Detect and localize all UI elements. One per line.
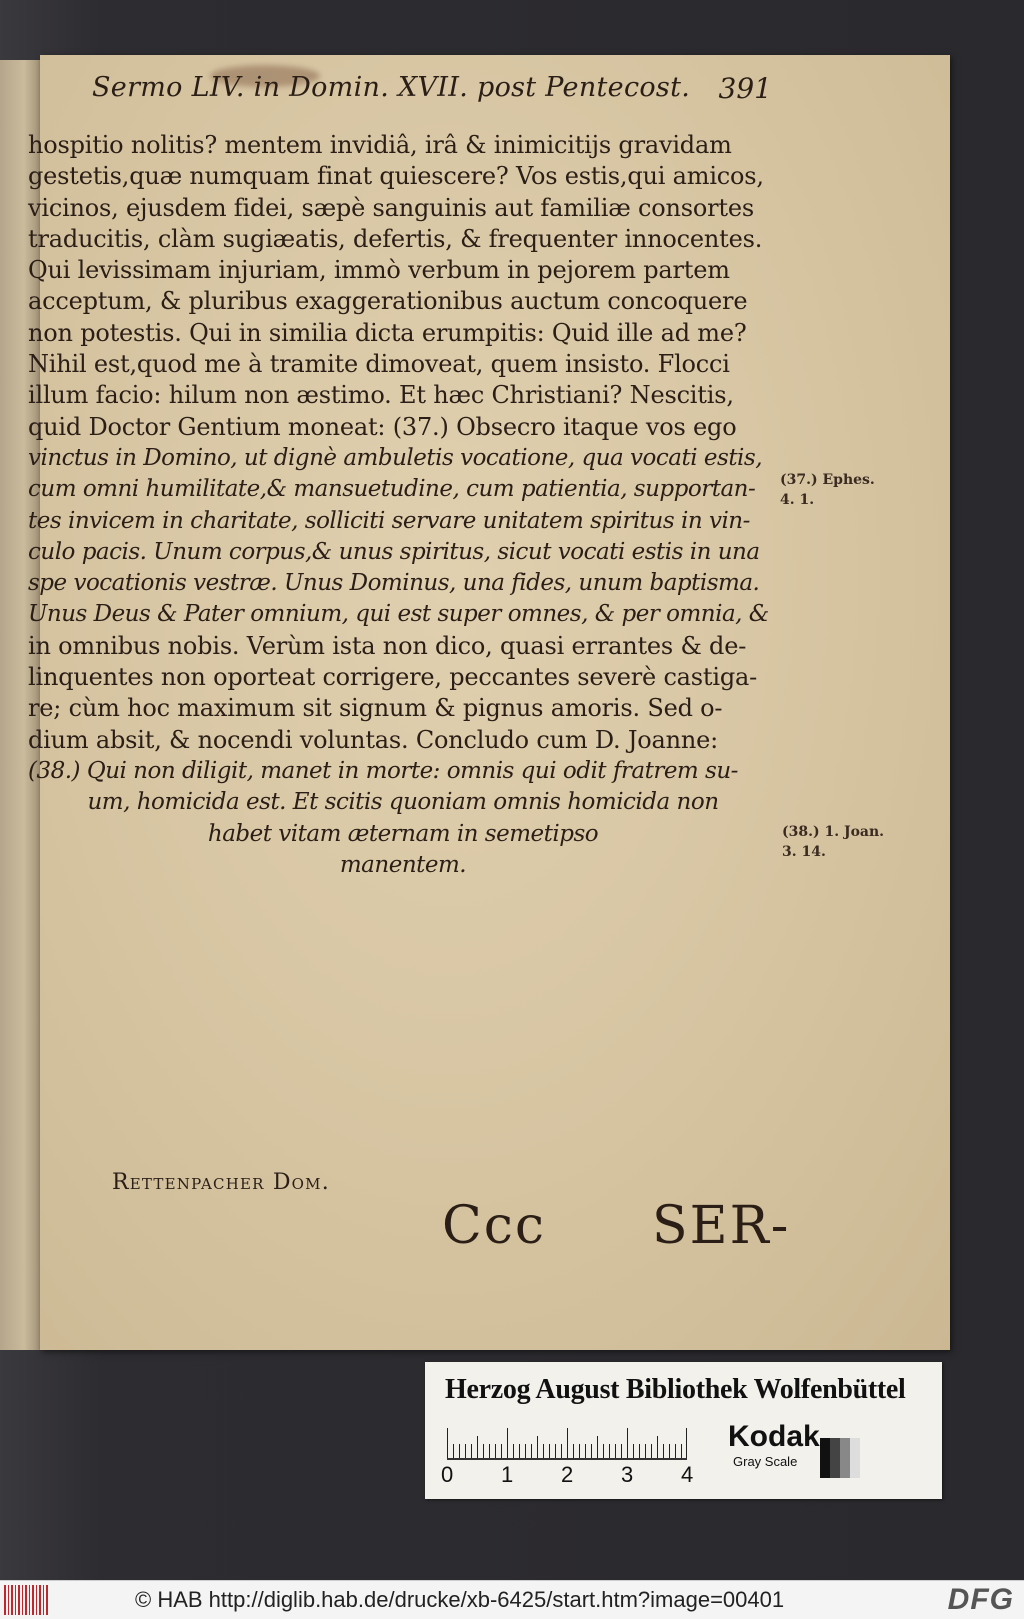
- text-line: re; cùm hoc maximum sit signum & pignus amoris. Sed o-: [28, 694, 723, 723]
- text-line: um, homicida est. Et scitis quoniam omnis homicida non: [87, 789, 719, 816]
- viewer-footer: [0, 1580, 1024, 1619]
- text-line: vicinos, ejusdem fidei, sæpè sanguinis aut familiæ consortes: [28, 193, 754, 222]
- text-line: illum facio: hilum non æstimo. Et hæc Christiani? Nescitis,: [28, 381, 734, 410]
- text-line: hospitio nolitis? mentem invidiâ, irâ & inimicitijs gravidam: [28, 131, 732, 159]
- text-line: cum omni humilitate,& mansuetudine, cum patientia, supportan-: [28, 476, 756, 503]
- text-line: in omnibus nobis. Verùm ista non dico, quasi errantes & de-: [28, 631, 747, 660]
- text-line: spe vocationis vestræ. Unus Dominus, una fides, unum baptisma.: [28, 570, 760, 597]
- text-line: Nihil est,quod me à tramite dimoveat, quem insisto. Flocci: [28, 350, 730, 379]
- catchword: SER-: [652, 1196, 791, 1256]
- body-text: [28, 130, 778, 881]
- gray-scale-patches: [820, 1438, 860, 1478]
- text-line: linquentes non oporteat corrigere, peccantes severè castiga-: [28, 663, 758, 692]
- text-line: dium absit, & nocendi voluntas. Concludo cum D. Joanne:: [28, 725, 719, 754]
- catchline-author: Rettenpacher Dom.: [112, 1170, 330, 1195]
- text-line: traducitis, clàm sugiæatis, defertis, & frequenter innocentes.: [28, 224, 763, 253]
- text-line: habet vitam æternam in semetipso: [207, 820, 599, 847]
- ruler-number: 2: [561, 1462, 574, 1487]
- gray-scale-label: Gray Scale: [733, 1454, 798, 1469]
- text-line: quid Doctor Gentium moneat: (37.) Obsecro itaque vos ego: [28, 412, 737, 441]
- copyright-link[interactable]: © HAB http://diglib.hab.de/drucke/xb-6425/start.htm?image=00401: [135, 1587, 785, 1612]
- dfg-logo: DFG: [947, 1583, 1014, 1616]
- margin-note: (37.) Ephes. 4. 1.: [780, 472, 875, 508]
- text-line: Unus Deus & Pater omnium, qui est super omnes, & per omnia, &: [28, 601, 769, 628]
- scale-ruler: [447, 1424, 687, 1460]
- page-number: 391: [718, 72, 772, 105]
- text-line: vinctus in Domino, ut dignè ambuletis vocatione, qua vocati estis,: [28, 444, 763, 471]
- text-line: culo pacis. Unum corpus,& unus spiritus, sicut vocati estis in una: [28, 538, 760, 565]
- margin-note: (38.) 1. Joan. 3. 14.: [782, 824, 885, 860]
- ruler-number: 4: [681, 1462, 694, 1487]
- ruler-number: 3: [621, 1462, 634, 1487]
- text-line: non potestis. Qui in similia dicta erumpitis: Quid ille ad me?: [28, 318, 747, 347]
- text-line: (38.) Qui non diligit, manet in morte: omnis qui odit fratrem su-: [28, 757, 738, 784]
- kodak-logo: Kodak: [728, 1420, 820, 1453]
- text-line: acceptum, & pluribus exaggerationibus auctum concoquere: [28, 287, 748, 316]
- library-name: Herzog August Bibliothek Wolfenbüttel: [445, 1374, 906, 1405]
- running-header: [92, 72, 772, 112]
- ruler-number: 1: [501, 1462, 514, 1487]
- color-target-card: [425, 1362, 942, 1499]
- hab-barcode-icon: [4, 1585, 48, 1615]
- text-line: Qui levissimam injuriam, immò verbum in pejorem partem: [28, 256, 730, 285]
- ruler-number: 0: [441, 1462, 454, 1487]
- text-line: gestetis,quæ numquam finat quiescere? Vos estis,qui amicos,: [28, 162, 764, 191]
- signature-mark: Ccc: [442, 1196, 547, 1256]
- text-line: tes invicem in charitate, solliciti servare unitatem spiritus in vin-: [28, 507, 750, 534]
- running-title: Sermo LIV. in Domin. XVII. post Pentecost.: [92, 72, 691, 103]
- text-line: manentem.: [339, 851, 467, 878]
